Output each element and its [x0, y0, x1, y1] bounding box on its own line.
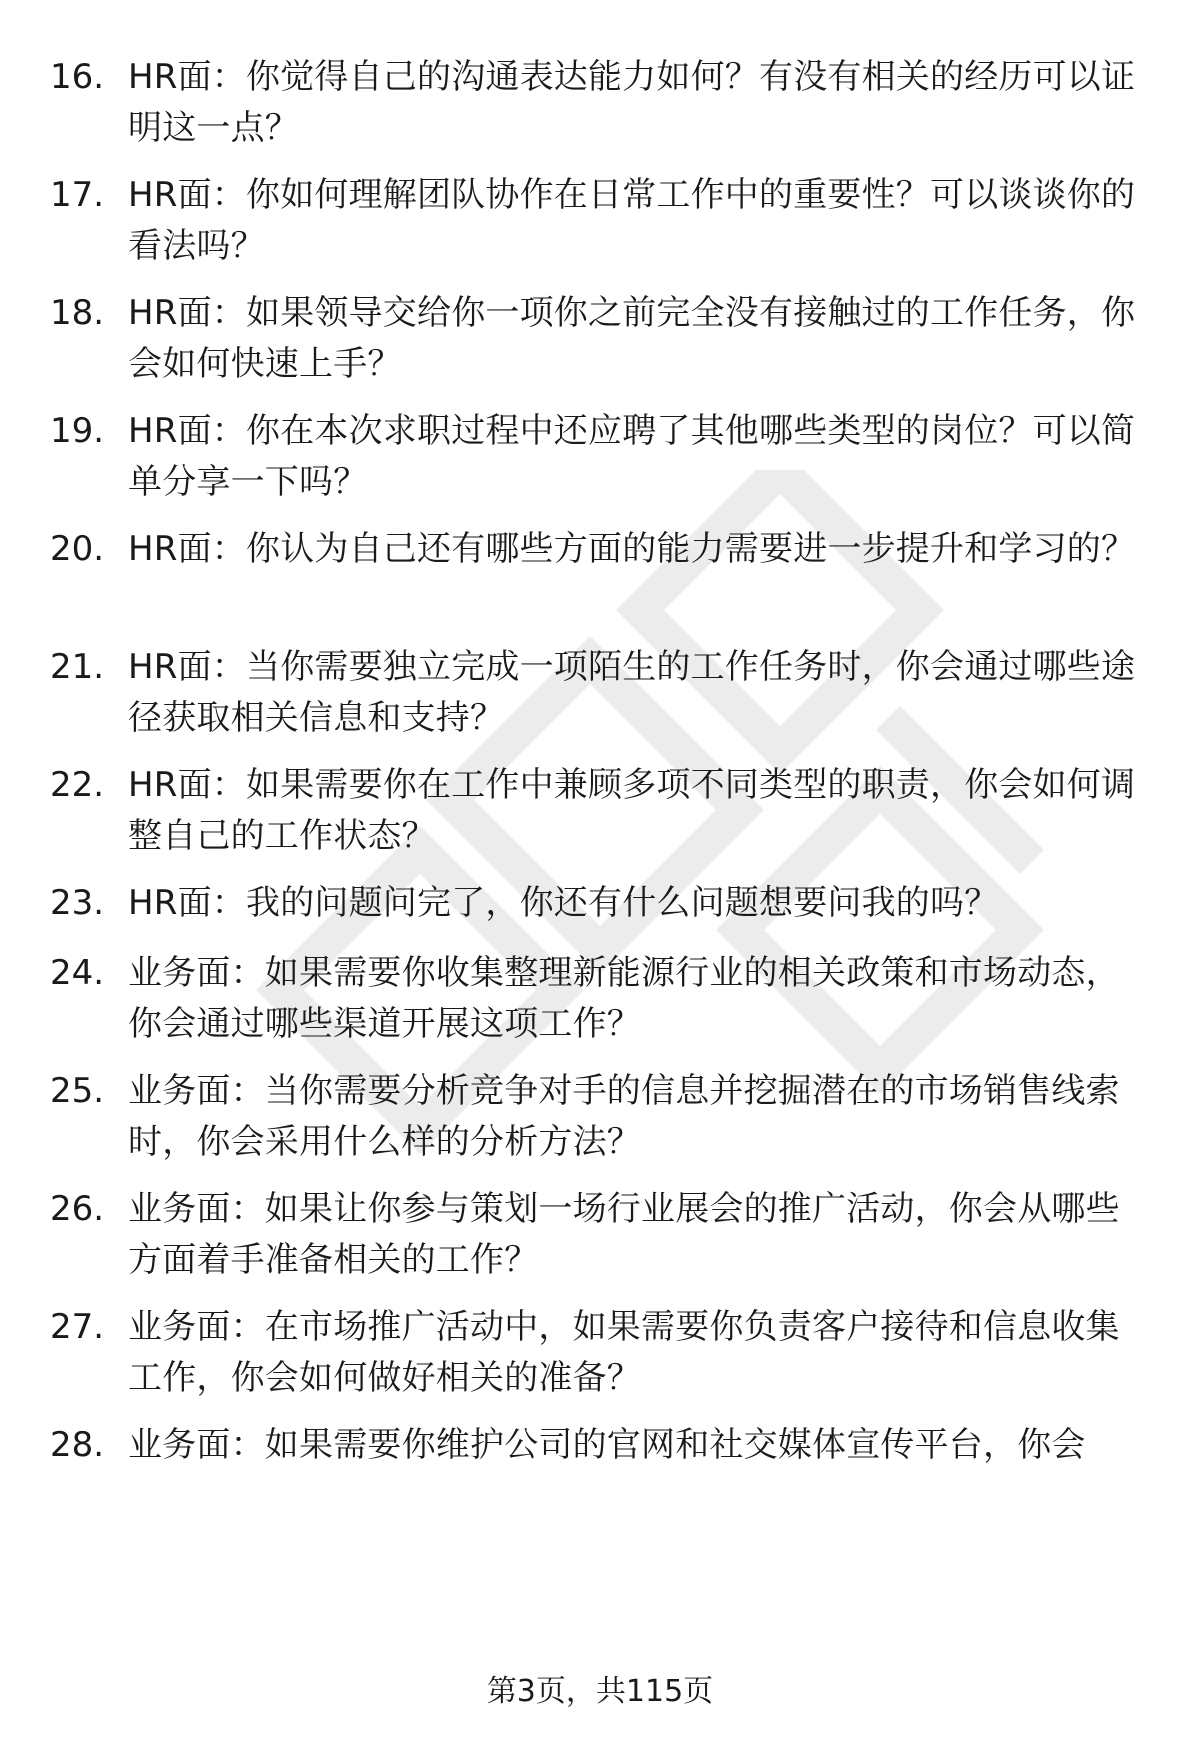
- question-number: 22.: [50, 765, 105, 805]
- question-text: HR面：你认为自己还有哪些方面的能力需要进一步提升和学习的？: [128, 529, 1136, 569]
- question-text: 业务面：在市场推广活动中，如果需要你负责客户接待和信息收集工作，你会如何做好相关的准备？: [128, 1307, 1120, 1398]
- question-text: 业务面：如果需要你维护公司的官网和社交媒体宣传平台，你会: [128, 1425, 1086, 1465]
- question-text: HR面：如果领导交给你一项你之前完全没有接触过的工作任务，你会如何快速上手？: [128, 293, 1136, 384]
- question-number: 25.: [50, 1071, 105, 1111]
- question-number: 16.: [50, 57, 105, 97]
- question-number: 17.: [50, 175, 105, 215]
- question-number: 19.: [50, 411, 105, 451]
- question-number: 26.: [50, 1189, 105, 1229]
- question-text: HR面：当你需要独立完成一项陌生的工作任务时，你会通过哪些途径获取相关信息和支持？: [128, 647, 1136, 738]
- question-text: HR面：你如何理解团队协作在日常工作中的重要性？可以谈谈你的看法吗？: [128, 175, 1136, 266]
- question-text: HR面：你在本次求职过程中还应聘了其他哪些类型的岗位？可以简单分享一下吗？: [128, 411, 1136, 502]
- question-text: HR面：你觉得自己的沟通表达能力如何？有没有相关的经历可以证明这一点？: [128, 57, 1136, 148]
- question-number: 28.: [50, 1425, 105, 1465]
- question-text: HR面：如果需要你在工作中兼顾多项不同类型的职责，你会如何调整自己的工作状态？: [128, 765, 1136, 856]
- question-text: 业务面：如果需要你收集整理新能源行业的相关政策和市场动态，你会通过哪些渠道开展这项工作？: [128, 953, 1120, 1044]
- question-number: 27.: [50, 1307, 105, 1347]
- question-number: 20.: [50, 529, 105, 569]
- question-number: 21.: [50, 647, 105, 687]
- question-text: HR面：我的问题问完了，你还有什么问题想要问我的吗？: [128, 883, 999, 923]
- question-number: 18.: [50, 293, 105, 333]
- question-number: 24.: [50, 953, 105, 993]
- question-text: 业务面：如果让你参与策划一场行业展会的推广活动，你会从哪些方面着手准备相关的工作？: [128, 1189, 1120, 1280]
- page-number-footer: 第3页，共115页: [486, 1674, 714, 1709]
- question-text: 业务面：当你需要分析竞争对手的信息并挖掘潜在的市场销售线索时，你会采用什么样的分析方法？: [128, 1071, 1120, 1162]
- question-number: 23.: [50, 883, 105, 923]
